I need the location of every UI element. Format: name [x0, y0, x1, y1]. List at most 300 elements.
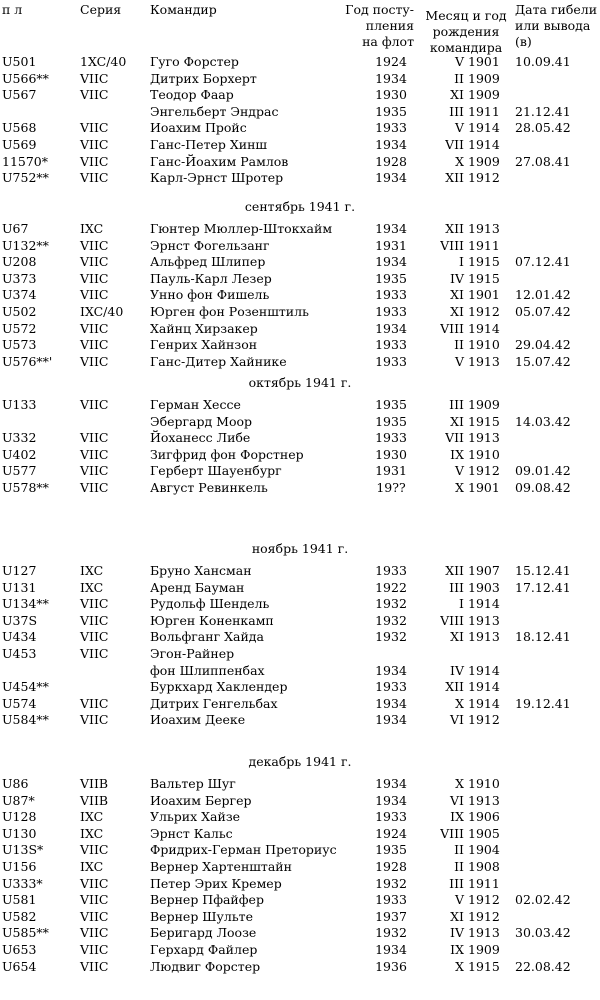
header-loss-date-line1: Дата гибели: [515, 2, 598, 17]
cell-pl: U156: [2, 859, 37, 874]
cell-birth-year: 1913: [468, 221, 500, 236]
cell-series: VIIC: [80, 170, 109, 186]
cell-commander: Эрнст Фогельзанг: [150, 237, 270, 253]
cell-commander: Гюнтер Мюллер-Штокхайм: [150, 221, 333, 236]
cell-year: 1934: [375, 70, 407, 86]
cell-year: 1934: [375, 942, 407, 957]
cell-commander: Альфред Шлипер: [150, 254, 266, 270]
cell-birth-month: VII: [445, 137, 464, 152]
header-loss-date-line3: (в): [515, 34, 532, 49]
cell-commander: фон Шлиппенбах: [150, 662, 265, 678]
cell-series: VIIC: [80, 875, 109, 891]
cell-year: 1935: [375, 842, 407, 858]
cell-year: 1935: [375, 397, 407, 412]
cell-series: VIIC: [80, 353, 109, 369]
cell-commander: Людвиг Форстер: [150, 958, 261, 974]
cell-series: VIIC: [80, 70, 109, 86]
cell-year: 1928: [375, 153, 407, 169]
cell-birth-year: 1911: [468, 237, 500, 253]
cell-birth-month: X: [455, 153, 464, 169]
cell-birth-month: II: [454, 70, 464, 86]
cell-pl: U402: [2, 446, 37, 462]
cell-birth-month: VI: [450, 792, 464, 808]
cell-year: 1933: [375, 679, 407, 695]
cell-birth-year: 1910: [468, 776, 500, 791]
cell-birth-month: IV: [450, 925, 464, 941]
cell-commander: Иоахим Дееке: [150, 712, 246, 728]
cell-birth-month: V: [454, 353, 464, 369]
cell-commander: Вольфганг Хайда: [150, 629, 264, 645]
cell-pl: U86: [2, 776, 29, 791]
cell-year: 1934: [375, 776, 407, 791]
cell-birth-year: 1908: [468, 859, 500, 874]
header-series: Серия: [80, 2, 122, 17]
cell-series: VIIC: [80, 629, 109, 645]
cell-pl: U582: [2, 908, 37, 924]
cell-loss-date: 27.08.41: [515, 153, 571, 169]
cell-pl: U578**: [2, 480, 49, 495]
cell-commander: Эбергард Моор: [150, 413, 253, 429]
cell-loss-date: 21.12.41: [515, 103, 571, 119]
cell-commander: Пауль-Карл Лезер: [150, 270, 272, 286]
cell-series: VIIC: [80, 695, 109, 711]
cell-pl: U576**': [2, 353, 53, 369]
cell-series: VIIC: [80, 842, 109, 858]
cell-commander: Гуго Форстер: [150, 54, 239, 69]
cell-year: 1933: [375, 430, 407, 446]
cell-year: 1931: [375, 237, 407, 253]
cell-pl: U501: [2, 54, 37, 69]
cell-pl: U568: [2, 120, 37, 136]
cell-commander: Герхард Файлер: [150, 942, 258, 957]
cell-pl: U581: [2, 892, 37, 908]
cell-birth-year: 1910: [468, 337, 500, 353]
header-birth-line1: Месяц и год: [425, 8, 507, 23]
cell-commander: Герман Хессе: [150, 397, 241, 412]
cell-commander: Теодор Фаар: [150, 87, 234, 103]
cell-commander: Аренд Бауман: [150, 579, 245, 595]
cell-series: VIIC: [80, 908, 109, 924]
cell-loss-date: 14.03.42: [515, 413, 571, 429]
cell-year: 1937: [375, 908, 407, 924]
cell-year: 1933: [375, 337, 407, 353]
cell-birth-month: XII: [445, 563, 464, 578]
cell-series: VIIC: [80, 892, 109, 908]
cell-year: [372, 646, 410, 662]
header-commander: Командир: [150, 2, 217, 17]
cell-year: 1936: [375, 958, 407, 974]
cell-loss-date: 22.08.42: [515, 958, 571, 974]
cell-birth-month: V: [454, 892, 464, 908]
cell-commander: Рудольф Шендель: [150, 596, 270, 612]
cell-year: 1924: [375, 825, 407, 841]
cell-commander: Август Ревинкель: [150, 480, 268, 495]
cell-series: IXC: [80, 221, 104, 236]
cell-birth-month: V: [454, 120, 464, 136]
cell-year: 1934: [375, 221, 407, 236]
cell-birth-year: 1913: [468, 925, 500, 941]
cell-pl: U453: [2, 646, 37, 661]
cell-commander: Фридрих-Герман Преториус: [150, 842, 337, 858]
cell-loss-date: 18.12.41: [515, 629, 571, 645]
cell-pl: U572: [2, 320, 37, 336]
cell-birth-month: XI: [450, 87, 464, 103]
cell-pl: U577: [2, 463, 37, 479]
cell-birth-year: 1915: [468, 254, 500, 270]
cell-birth-month: XI: [450, 413, 464, 429]
cell-birth-year: 1910: [468, 446, 500, 462]
cell-series: VIIC: [80, 337, 109, 353]
header-birth-line2: рождения: [432, 24, 500, 39]
cell-birth-year: 1904: [468, 842, 500, 858]
cell-series: VIIC: [80, 446, 109, 462]
cell-birth-year: 1914: [468, 695, 500, 711]
cell-series: VIIC: [80, 925, 109, 941]
cell-birth-year: 1912: [468, 712, 500, 728]
cell-birth-month: II: [454, 859, 464, 874]
cell-birth-month: III: [449, 875, 464, 891]
cell-series: VIIC: [80, 430, 109, 446]
cell-pl: U566**: [2, 70, 49, 86]
cell-year: 1933: [375, 892, 407, 908]
cell-birth-month: XII: [445, 221, 464, 236]
cell-commander: Юрген фон Розенштиль: [150, 304, 309, 319]
cell-commander: Йоханесс Либе: [150, 430, 251, 446]
cell-series: VIIC: [80, 958, 109, 974]
cell-commander: Дитрих Борхерт: [150, 70, 257, 86]
cell-pl: U130: [2, 825, 37, 841]
cell-pl: U752**: [2, 170, 49, 186]
cell-series: IXC: [80, 563, 104, 578]
cell-birth-month: VIII: [440, 320, 464, 336]
cell-commander: Герберт Шауенбург: [150, 463, 282, 479]
cell-pl: U502: [2, 304, 37, 319]
cell-birth-year: 1912: [468, 463, 500, 479]
cell-birth-month: III: [449, 397, 464, 412]
cell-birth-year: 1911: [468, 875, 500, 891]
cell-pl: U133: [2, 397, 37, 412]
cell-commander: Иоахим Бергер: [150, 792, 252, 808]
cell-birth-year: 1909: [468, 153, 500, 169]
cell-birth-month: X: [455, 480, 464, 495]
cell-series: VIIC: [80, 612, 109, 628]
cell-commander: Дитрих Генгельбах: [150, 695, 278, 711]
cell-birth-month: I: [459, 254, 464, 270]
cell-commander: Генрих Хайнзон: [150, 337, 258, 353]
cell-loss-date: 28.05.42: [515, 120, 571, 136]
cell-birth-month: IX: [450, 942, 464, 957]
cell-birth-year: 1914: [468, 596, 500, 612]
cell-year: 1924: [375, 54, 407, 69]
cell-birth-month: XI: [450, 629, 464, 645]
cell-year: 1931: [375, 463, 407, 479]
cell-birth-month: XI: [450, 908, 464, 924]
cell-series: IXC/40: [80, 304, 124, 319]
cell-birth-month: XI: [450, 304, 464, 319]
cell-commander: Эгон-Райнер: [150, 646, 235, 661]
cell-birth-month: [428, 646, 464, 662]
cell-birth-year: 1912: [468, 170, 500, 186]
cell-birth-year: 1915: [468, 270, 500, 286]
cell-commander: Эрнст Кальс: [150, 825, 233, 841]
cell-year: 1922: [375, 579, 407, 595]
cell-loss-date: 12.01.42: [515, 287, 571, 303]
cell-birth-month: II: [454, 842, 464, 858]
header-year-joined: [338, 2, 414, 50]
cell-series: 1XC/40: [80, 54, 127, 69]
cell-birth-month: II: [454, 337, 464, 353]
cell-birth-year: 1905: [468, 825, 500, 841]
cell-commander: Вальтер Шуг: [150, 776, 236, 791]
header-year-joined-line1: Год посту-: [345, 2, 414, 17]
cell-birth-month: III: [449, 579, 464, 595]
cell-birth-year: 1915: [468, 413, 500, 429]
cell-birth-year: 1909: [468, 70, 500, 86]
cell-year: 1935: [375, 270, 407, 286]
cell-birth-year: 1912: [468, 892, 500, 908]
cell-year: 1933: [375, 563, 407, 578]
cell-birth-month: V: [454, 463, 464, 479]
header-loss-date: [515, 2, 597, 50]
cell-commander: Вернер Пфайфер: [150, 892, 264, 908]
cell-birth-year: 1907: [468, 563, 500, 578]
cell-pl: U132**: [2, 237, 49, 253]
cell-pl: U13S*: [2, 842, 44, 858]
cell-series: VIIB: [80, 776, 109, 791]
cell-series: VIIC: [80, 320, 109, 336]
cell-birth-month: IX: [450, 809, 464, 825]
cell-year: 1932: [375, 596, 407, 612]
cell-loss-date: 30.03.42: [515, 925, 571, 941]
cell-loss-date: 09.01.42: [515, 463, 571, 479]
cell-loss-date: 02.02.42: [515, 892, 571, 908]
cell-pl: U653: [2, 942, 37, 957]
cell-birth-month: VIII: [440, 237, 464, 253]
cell-birth-year: 1901: [468, 480, 500, 495]
cell-year: 1933: [375, 809, 407, 825]
cell-pl: U654: [2, 958, 37, 974]
cell-loss-date: 10.09.41: [515, 54, 571, 69]
cell-series: VIIC: [80, 287, 109, 303]
cell-birth-month: IX: [450, 446, 464, 462]
cell-birth-month: VII: [445, 430, 464, 446]
cell-series: VIIC: [80, 87, 109, 103]
cell-birth-month: I: [459, 596, 464, 612]
cell-commander: Ганс-Дитер Хайнике: [150, 353, 287, 369]
cell-series: VIIB: [80, 792, 109, 808]
cell-birth-month: XII: [445, 679, 464, 695]
cell-commander: Ганс-Петер Хинш: [150, 137, 268, 152]
cell-birth-year: 1913: [468, 629, 500, 645]
cell-birth-year: 1913: [468, 430, 500, 446]
cell-series: VIIC: [80, 137, 109, 152]
cell-loss-date: 15.12.41: [515, 563, 571, 578]
cell-year: 1932: [375, 612, 407, 628]
cell-birth-year: 1912: [468, 908, 500, 924]
cell-birth-year: 1913: [468, 612, 500, 628]
cell-series: IXC: [80, 825, 104, 841]
cell-pl: U131: [2, 579, 37, 595]
cell-birth-year: 1913: [468, 792, 500, 808]
cell-year: 1933: [375, 287, 407, 303]
cell-year: 1933: [375, 353, 407, 369]
cell-birth-month: III: [449, 103, 464, 119]
cell-birth-year: 1914: [468, 679, 500, 695]
cell-birth-year: 1906: [468, 809, 500, 825]
cell-commander: Хайнц Хирзакер: [150, 320, 258, 336]
header-birth: [420, 8, 512, 56]
cell-birth-year: 1909: [468, 942, 500, 957]
cell-birth-year: 1909: [468, 397, 500, 412]
cell-birth-month: XII: [445, 170, 464, 186]
cell-pl: U332: [2, 430, 37, 446]
cell-pl: U434: [2, 629, 37, 645]
header-birth-line3: командира: [429, 40, 503, 55]
cell-pl: U585**: [2, 925, 49, 941]
section-title: сентябрь 1941 г.: [244, 199, 356, 214]
cell-commander: Буркхард Хаклендер: [150, 679, 288, 695]
cell-series: VIIC: [80, 254, 109, 270]
cell-birth-month: IV: [450, 270, 464, 286]
cell-pl: U127: [2, 563, 37, 578]
cell-birth-year: 1901: [468, 54, 500, 69]
cell-loss-date: 09.08.42: [515, 480, 571, 495]
cell-pl: U569: [2, 137, 37, 152]
cell-pl: U573: [2, 337, 37, 353]
cell-commander: Ганс-Йоахим Рамлов: [150, 153, 289, 169]
cell-year: 1932: [375, 629, 407, 645]
cell-birth-month: VIII: [440, 825, 464, 841]
cell-loss-date: 19.12.41: [515, 695, 571, 711]
cell-birth-year: 1911: [468, 103, 500, 119]
cell-series: IXC: [80, 579, 104, 595]
cell-year: 1934: [375, 254, 407, 270]
cell-pl: U574: [2, 695, 37, 711]
cell-birth-year: 1914: [468, 662, 500, 678]
cell-year: 1934: [375, 662, 407, 678]
cell-series: IXC: [80, 809, 104, 825]
cell-year: 1932: [375, 875, 407, 891]
cell-birth-month: VI: [450, 712, 464, 728]
cell-birth-year: 1903: [468, 579, 500, 595]
cell-pl: U208: [2, 254, 37, 270]
cell-loss-date: 17.12.41: [515, 579, 571, 595]
cell-series: IXC: [80, 859, 104, 874]
cell-year: 1935: [375, 413, 407, 429]
cell-year: 1934: [375, 792, 407, 808]
cell-birth-year: 1914: [468, 320, 500, 336]
cell-year: 1935: [375, 103, 407, 119]
cell-commander: Юрген Коненкамп: [150, 612, 274, 628]
cell-year: 1930: [375, 87, 407, 103]
cell-year: 1933: [375, 120, 407, 136]
cell-commander: Карл-Эрнст Шротер: [150, 170, 284, 186]
cell-pl: U567: [2, 87, 37, 103]
cell-series: VIIC: [80, 596, 109, 612]
cell-birth-year: 1909: [468, 87, 500, 103]
header-year-joined-line2: пления: [365, 18, 414, 33]
cell-series: VIIC: [80, 712, 109, 728]
cell-pl: U454**: [2, 679, 49, 695]
cell-commander: Вернер Хартенштайн: [150, 859, 292, 874]
cell-commander: Беригард Лоозе: [150, 925, 257, 941]
cell-year: 1934: [375, 320, 407, 336]
cell-birth-year: 1912: [468, 304, 500, 319]
cell-series: VIIC: [80, 237, 109, 253]
cell-pl: U128: [2, 809, 37, 825]
cell-birth-month: IV: [450, 662, 464, 678]
cell-year: 1934: [375, 170, 407, 186]
cell-series: VIIC: [80, 646, 109, 661]
cell-year: 19??: [376, 480, 406, 495]
cell-birth-month: VIII: [440, 612, 464, 628]
cell-birth-year: 1915: [468, 958, 500, 974]
cell-pl: U584**: [2, 712, 49, 728]
cell-pl: 11570*: [2, 153, 49, 169]
cell-birth-year: 1913: [468, 353, 500, 369]
cell-birth-month: X: [455, 776, 464, 791]
cell-birth-month: V: [454, 54, 464, 69]
cell-commander: Петер Эрих Кремер: [150, 875, 282, 891]
cell-year: 1934: [375, 712, 407, 728]
header-year-joined-line3: на флот: [362, 34, 414, 49]
cell-series: VIIC: [80, 942, 109, 957]
cell-birth-year: 1914: [468, 137, 500, 152]
cell-series: VIIC: [80, 463, 109, 479]
cell-year: 1928: [375, 859, 407, 874]
cell-commander: Унно фон Фишель: [150, 287, 270, 303]
cell-year: 1930: [375, 446, 407, 462]
cell-commander: Бруно Хансман: [150, 563, 252, 578]
cell-loss-date: 05.07.42: [515, 304, 571, 319]
header-pl: п л: [2, 2, 23, 17]
cell-year: 1932: [375, 925, 407, 941]
section-title: октябрь 1941 г.: [248, 375, 352, 390]
cell-commander: Энгельберт Эндрас: [150, 103, 279, 119]
cell-commander: Иоахим Пройс: [150, 120, 247, 136]
cell-series: VIIC: [80, 397, 109, 412]
section-title: декабрь 1941 г.: [248, 754, 352, 769]
section-title: ноябрь 1941 г.: [251, 541, 349, 556]
cell-pl: U37S: [2, 612, 38, 628]
cell-pl: U67: [2, 221, 29, 236]
cell-birth-month: X: [455, 695, 464, 711]
cell-pl: U373: [2, 270, 37, 286]
cell-year: 1934: [375, 137, 407, 152]
cell-loss-date: 07.12.41: [515, 254, 571, 270]
cell-birth-year: 1901: [468, 287, 500, 303]
cell-birth-month: X: [455, 958, 464, 974]
cell-series: VIIC: [80, 270, 109, 286]
cell-loss-date: 29.04.42: [515, 337, 571, 353]
cell-series: VIIC: [80, 153, 109, 169]
cell-commander: Зигфрид фон Форстнер: [150, 446, 304, 462]
cell-pl: U333*: [2, 875, 43, 891]
cell-commander: Вернер Шульте: [150, 908, 253, 924]
cell-series: VIIC: [80, 120, 109, 136]
cell-birth-year: 1914: [468, 120, 500, 136]
cell-series: VIIC: [80, 480, 109, 495]
cell-commander: Ульрих Хайзе: [150, 809, 241, 825]
cell-year: 1934: [375, 695, 407, 711]
cell-year: 1933: [375, 304, 407, 319]
cell-birth-month: XI: [450, 287, 464, 303]
cell-loss-date: 15.07.42: [515, 353, 571, 369]
cell-pl: U87*: [2, 792, 35, 808]
header-loss-date-line2: или вывода: [515, 18, 591, 33]
cell-pl: U374: [2, 287, 37, 303]
cell-pl: U134**: [2, 596, 49, 612]
